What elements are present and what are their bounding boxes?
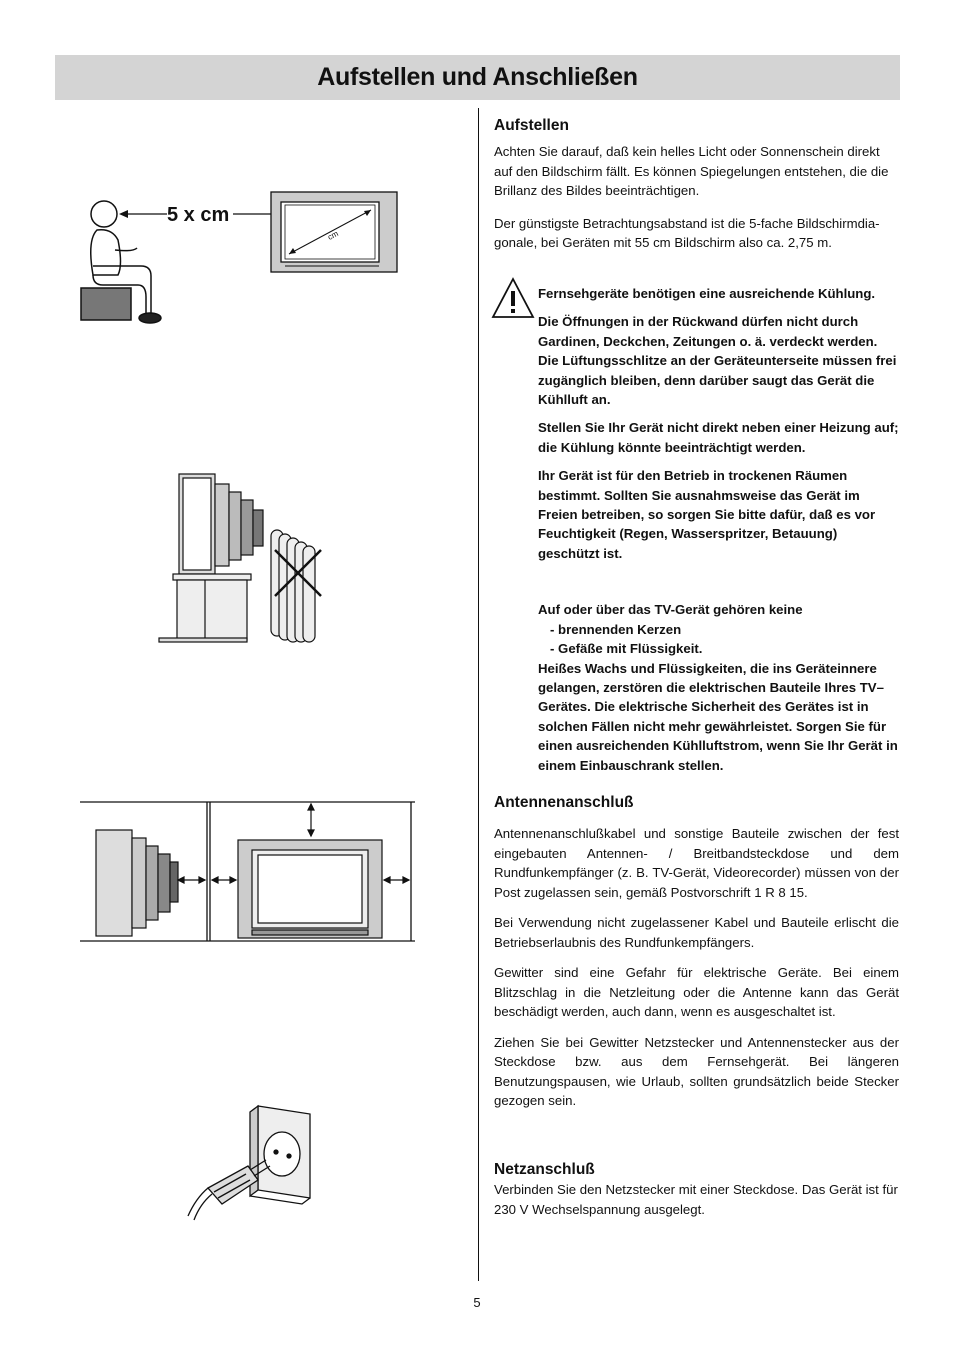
warning-text: Stellen Sie Ihr Gerät nicht direkt neben einer Heizung auf; die Kühlung könnte beeinträchtigt werden.	[538, 420, 899, 455]
heading-antennenanschluss: Antennenanschluß	[494, 794, 634, 811]
tv-front-icon	[271, 192, 397, 272]
title-bar	[55, 55, 900, 100]
warning-text: Fernsehgeräte benötigen eine ausreichende Kühlung.	[538, 286, 876, 301]
warning-text: Heißes Wachs und Flüssigkeiten, die ins Geräteinnere gelangen, zerstören die elektrischen Bauteile Ihres TV–Gerätes. Die elektrische Sicherheit des Gerätes ist in solchen Fällen nicht mehr gewährleistet. Sorgen Sie für einen ausreichenden Kühlluftstrom, wenn Sie Ihr Gerät in einem Einbauschrank stellen.	[538, 660, 898, 773]
paragraph: Bei Verwendung nicht zugelassener Kabel und Bauteile erlischt die Betriebserlaubnis des Rundfunkempfängers.	[494, 915, 899, 950]
screen-label: cm	[326, 228, 340, 242]
tv-front-icon	[238, 840, 382, 938]
paragraph: Antennenanschlußkabel und sonstige Bauteile zwischen der fest eingebauten Antennen- / Breitbandsteckdose und dem Rundfunkempfänger (z. B. TV-Gerät, Videorecorder) müssen von der Post zugelassen sein, gemäß Postvorschrift 1 R 8 15.	[494, 826, 899, 900]
tv-side-icon	[159, 474, 263, 642]
tv-side-icon	[96, 830, 178, 936]
paragraph: Ziehen Sie bei Gewitter Netzstecker und Antennenstecker aus der Steckdose bzw. aus dem Fernsehgerät. Bei längeren Benutzungspausen, wie Urlaub, sollten grundsätzlich beide Stecker gezogen sein.	[494, 1034, 899, 1108]
paragraph: Gewitter sind eine Gefahr für elektrische Geräte. Bei einem Blitzschlag in die Netzleitung oder die Antenne kann das Gerät beschädigt werden, auch dann, wenn es ausgeschaltet ist.	[494, 965, 899, 1019]
seated-person-icon	[81, 201, 161, 323]
warning-text: Ihr Gerät ist für den Betrieb in trockenen Räumen bestimmt. Sollten Sie ausnahmsweise das Gerät im Freien betreiben, so sorgen Sie bitte dafür, daß es vor Feuchtigkeit (Regen, Wasserspritzer, Betauung) geschützt ist.	[538, 468, 876, 561]
section-netz	[494, 1160, 899, 1219]
heater-warning-figure	[155, 470, 325, 650]
warning-block	[538, 284, 901, 775]
page-number: 5	[473, 1295, 481, 1310]
warning-list-item: - brennenden Kerzen	[550, 621, 682, 637]
warning-triangle-icon	[491, 277, 535, 319]
paragraph-line: gonale, bei Geräten mit 55 cm Bildschirm also ca. 2,75 m.	[494, 235, 832, 250]
paragraph-line: Der günstigste Betrachtungsabstand ist die 5-fache Bildschirmdia-	[494, 215, 880, 231]
section-aufstellen	[494, 116, 899, 253]
heading-aufstellen: Aufstellen	[494, 117, 569, 134]
column-divider	[478, 108, 479, 1281]
cabinet-clearance-figure	[80, 800, 420, 945]
wall-socket-icon	[250, 1106, 310, 1204]
heading-netzanschluss: Netzanschluß	[494, 1161, 595, 1178]
plug-socket-figure	[180, 1100, 320, 1225]
paragraph: Verbinden Sie den Netzstecker mit einer Steckdose. Das Gerät ist für 230 V Wechselspannung ausgelegt.	[494, 1182, 898, 1217]
heater-icon	[271, 530, 315, 642]
viewing-distance-figure	[75, 188, 405, 328]
warning-text: Auf oder über das TV-Gerät gehören keine	[538, 602, 803, 618]
warning-text: Die Öffnungen in der Rückwand dürfen nicht durch Gardinen, Deckchen, Zeitungen o. ä. verdeckt werden. Die Lüftungsschlitze an der Geräteunterseite müssen frei zugänglich bleiben, denn darüber saugt das Gerät die Kühlluft an.	[538, 314, 897, 408]
paragraph: Achten Sie darauf, daß kein helles Licht oder Sonnenschein direkt auf den Bildschirm fällt. Es können Spiegelungen entstehen, die die Brillanz des Bildes beeinträchtigen.	[494, 144, 889, 198]
section-antenne	[494, 793, 899, 1111]
warning-list-item: - Gefäße mit Flüssigkeit.	[550, 641, 703, 657]
page-title: Aufstellen und Anschließen	[317, 63, 638, 91]
distance-label: 5 x cm	[167, 204, 230, 226]
